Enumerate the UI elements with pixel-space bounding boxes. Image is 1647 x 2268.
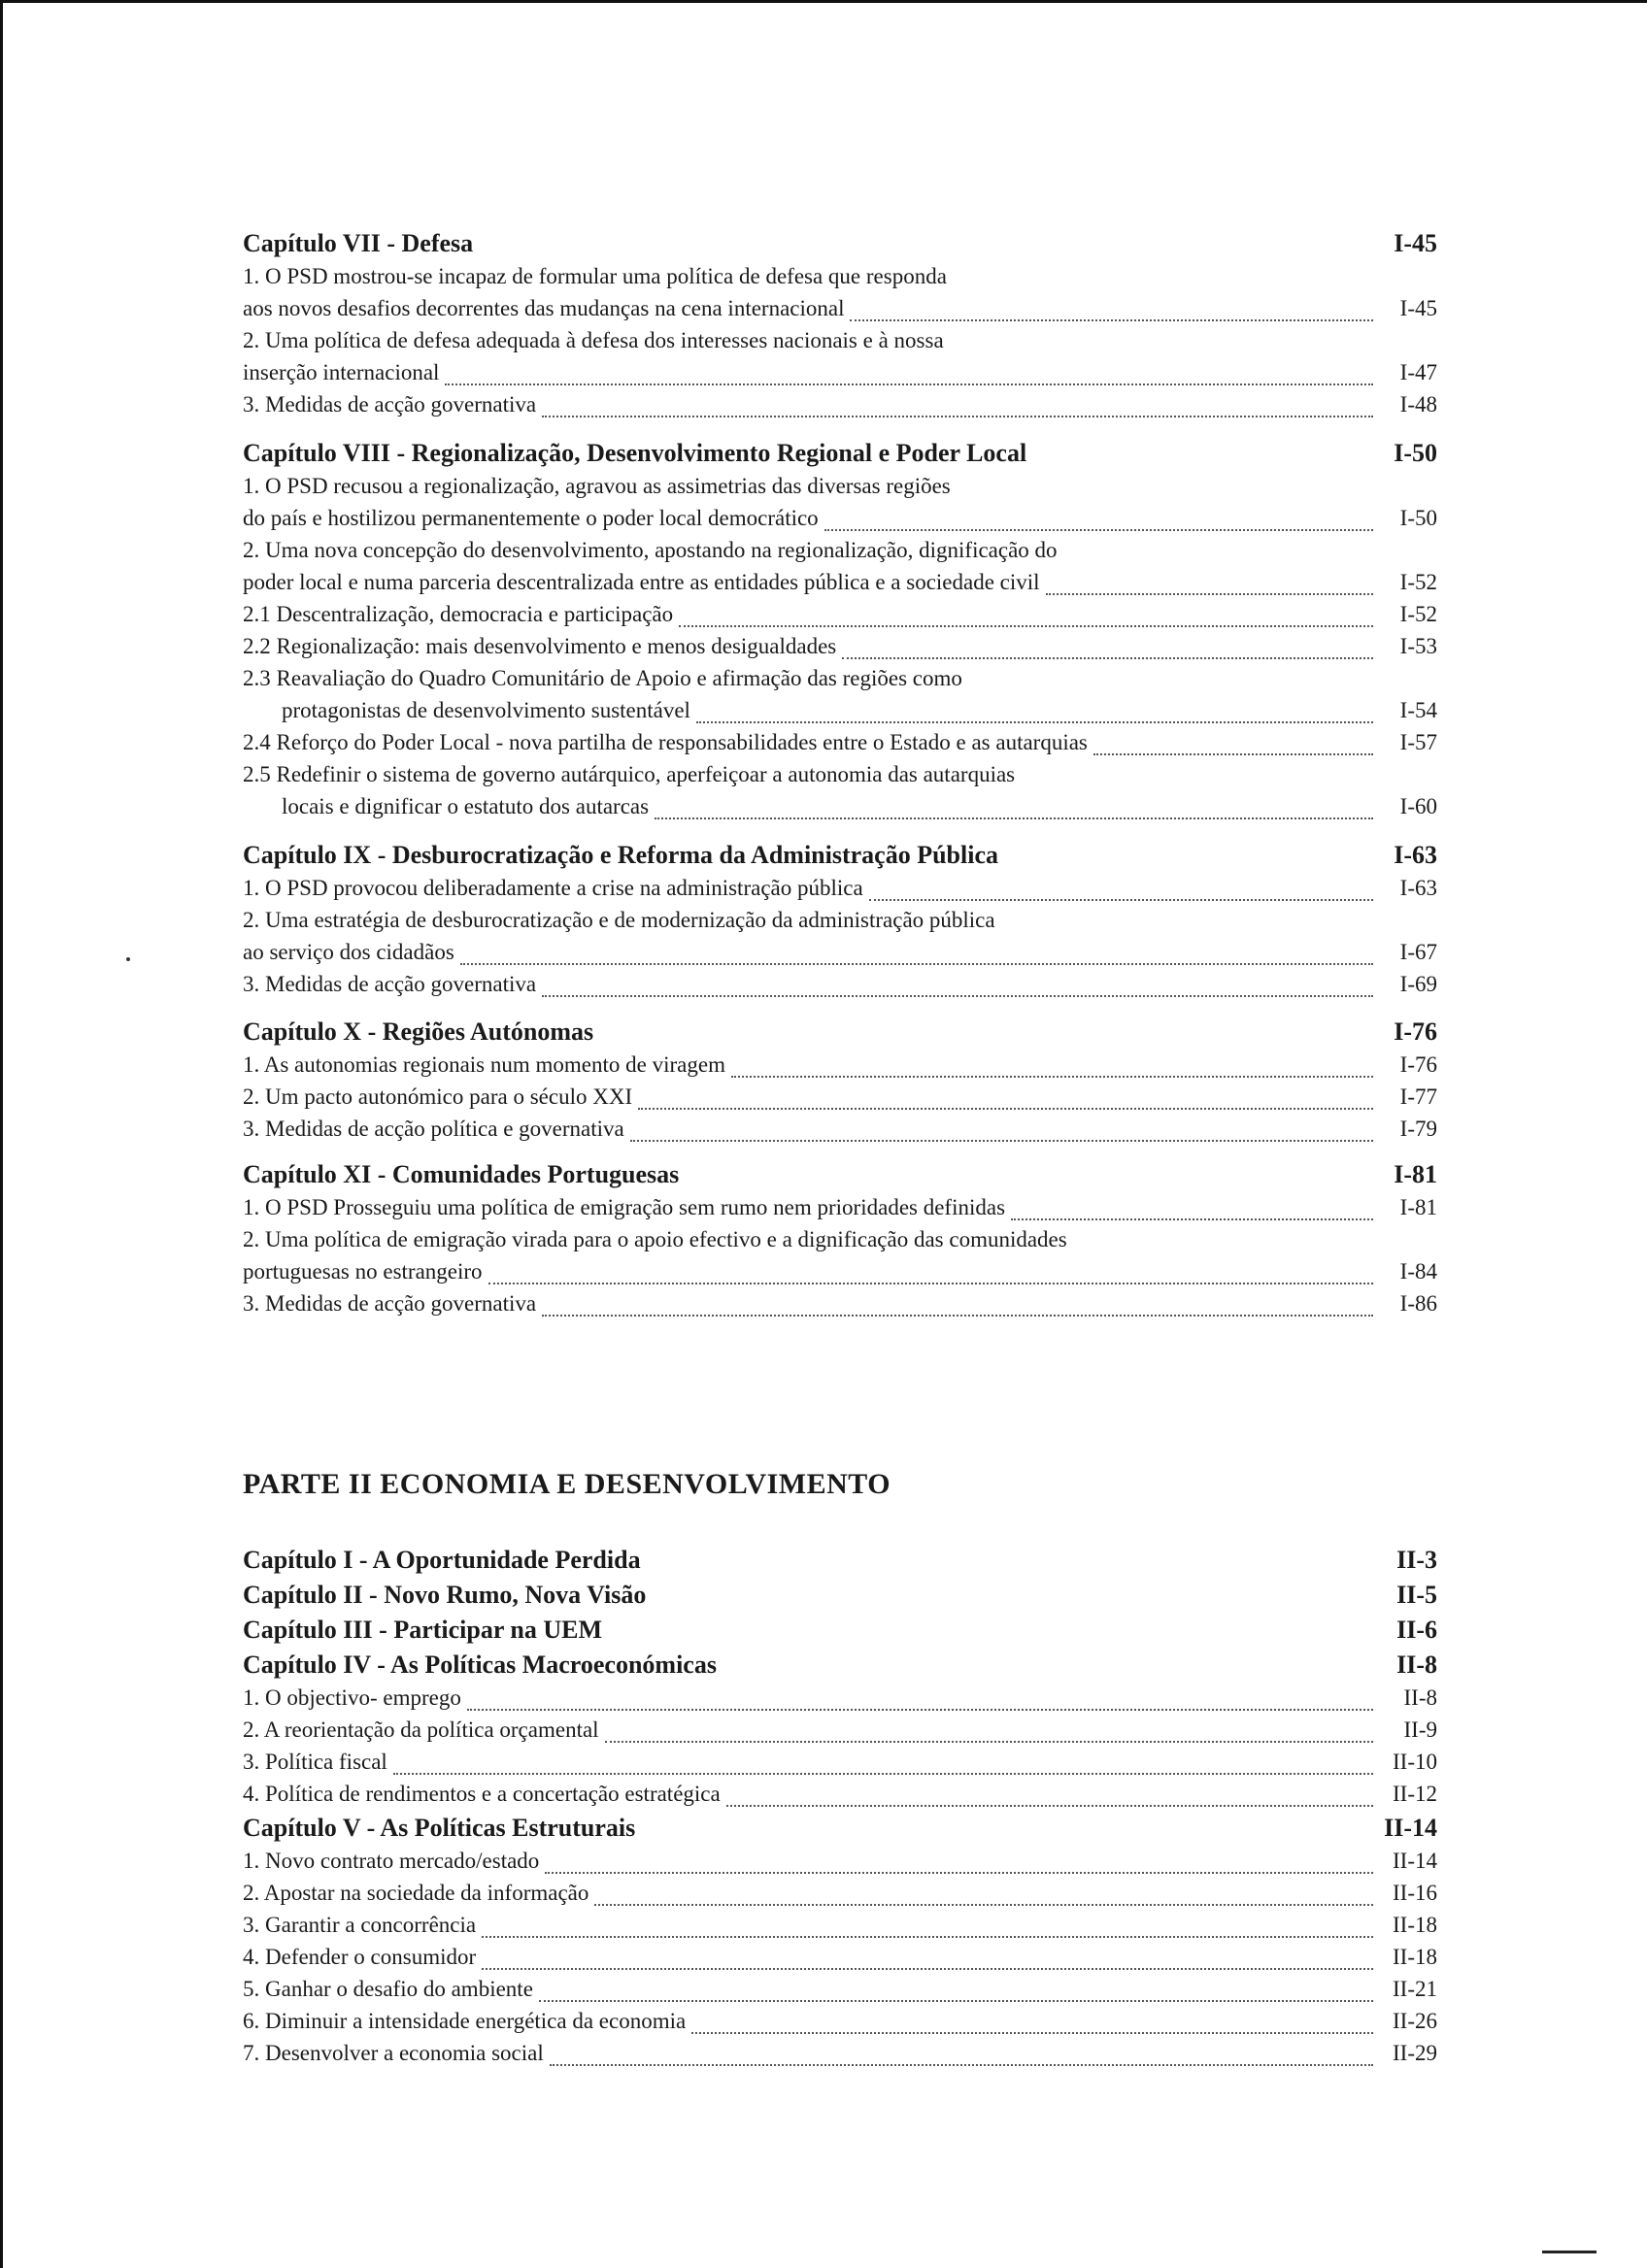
dot-leader xyxy=(691,2031,1373,2034)
toc-entry xyxy=(243,1881,1437,1913)
dot-leader xyxy=(1093,752,1373,755)
toc-entry xyxy=(243,1195,1437,1227)
dot-leader xyxy=(542,415,1373,417)
toc-entry-line xyxy=(243,538,1437,570)
chapter-page: II-3 xyxy=(1396,1546,1437,1574)
scan-edge-mark xyxy=(1542,2251,1597,2253)
entry-text: 3. Medidas de acção governativa xyxy=(243,392,537,417)
entry-text: 1. O PSD recusou a regionalização, agravou as assimetrias das diversas regiões xyxy=(243,474,951,498)
chapter-title: Capítulo I - A Oportunidade Perdida xyxy=(243,1546,641,1574)
chapter-10-section xyxy=(243,1017,1437,1149)
dot-leader xyxy=(842,656,1373,659)
chapter-heading xyxy=(243,229,1437,264)
chapter-title: Capítulo X - Regiões Autónomas xyxy=(243,1017,594,1046)
toc-entry xyxy=(243,1977,1437,2009)
dot-leader xyxy=(542,994,1373,997)
toc-entry xyxy=(243,1718,1437,1750)
chapter-title: Capítulo XI - Comunidades Portuguesas xyxy=(243,1160,680,1188)
entry-text: 2.2 Regionalização: mais desenvolvimento e menos desigualdades xyxy=(243,634,837,658)
entry-page: I-86 xyxy=(1399,1291,1437,1316)
chapter-8-section xyxy=(243,439,1437,826)
dot-leader xyxy=(482,1935,1373,1938)
toc-entry-line xyxy=(243,1227,1437,1259)
entry-page: II-14 xyxy=(1393,1849,1437,1873)
dot-leader xyxy=(731,1075,1373,1078)
dot-leader xyxy=(638,1107,1373,1110)
toc-entry xyxy=(243,506,1437,538)
toc-entry-line xyxy=(243,762,1437,794)
entry-text: 1. Novo contrato mercado/estado xyxy=(243,1849,540,1873)
chapter-11-section xyxy=(243,1160,1437,1323)
entry-page: I-76 xyxy=(1399,1052,1437,1077)
dot-leader xyxy=(393,1772,1373,1775)
chapter-heading xyxy=(243,1581,1437,1616)
dot-leader xyxy=(1011,1217,1373,1220)
entry-text: 2. Uma política de emigração virada para o apoio efectivo e a dignificação das comunidades xyxy=(243,1227,1067,1251)
dot-leader xyxy=(542,1314,1373,1317)
chapter-page: I-50 xyxy=(1394,439,1437,467)
entry-page: I-48 xyxy=(1399,392,1437,417)
entry-text: 3. Política fiscal xyxy=(243,1750,387,1774)
entry-text: ao serviço dos cidadãos xyxy=(243,940,454,964)
toc-entry-line xyxy=(243,474,1437,506)
toc-entry xyxy=(243,2041,1437,2073)
chapter-title: Capítulo IV - As Políticas Macroeconómicas xyxy=(243,1651,717,1679)
chapter-heading xyxy=(243,1814,1437,1849)
chapter-page: I-76 xyxy=(1394,1017,1437,1046)
entry-text: 4. Defender o consumidor xyxy=(243,1945,477,1969)
toc-entry xyxy=(243,296,1437,328)
entry-page: II-21 xyxy=(1393,1977,1437,2001)
chapter-heading xyxy=(243,1546,1437,1581)
entry-page: I-53 xyxy=(1399,634,1437,658)
entry-page: I-47 xyxy=(1399,360,1437,384)
dot-leader xyxy=(869,898,1373,901)
toc-entry xyxy=(243,2009,1437,2041)
toc-entry xyxy=(243,730,1437,762)
entry-text: 2.4 Reforço do Poder Local - nova partilha de responsabilidades entre o Estado e as autarquias xyxy=(243,730,1088,754)
entry-text: 2.5 Redefinir o sistema de governo autárquico, aperfeiçoar a autonomia das autarquias xyxy=(243,762,1016,786)
entry-text: 2. A reorientação da política orçamental xyxy=(243,1718,599,1742)
entry-text: inserção internacional xyxy=(243,360,440,384)
chapter-page: II-14 xyxy=(1384,1814,1437,1842)
chapter-page: I-81 xyxy=(1394,1160,1437,1188)
dot-leader xyxy=(655,817,1373,819)
scan-speck xyxy=(126,957,130,961)
entry-page: I-52 xyxy=(1399,570,1437,594)
toc-entry xyxy=(243,794,1437,826)
chapter-page: II-8 xyxy=(1396,1651,1437,1679)
entry-text: 1. O PSD provocou deliberadamente a crise na administração pública xyxy=(243,876,863,900)
toc-entry xyxy=(243,1849,1437,1881)
chapter-heading xyxy=(243,439,1437,474)
entry-page: I-50 xyxy=(1399,506,1437,530)
entry-text: 3. Medidas de acção governativa xyxy=(243,972,537,996)
dot-leader xyxy=(726,1804,1373,1807)
toc-entry xyxy=(243,1291,1437,1323)
entry-text: 3. Medidas de acção política e governativa xyxy=(243,1117,624,1141)
chapter-heading xyxy=(243,1017,1437,1052)
entry-text: do país e hostilizou permanentemente o poder local democrático xyxy=(243,506,819,530)
entry-text: 2.3 Reavaliação do Quadro Comunitário de Apoio e afirmação das regiões como xyxy=(243,666,962,690)
entry-page: I-63 xyxy=(1399,876,1437,900)
toc-entry xyxy=(243,1259,1437,1291)
chapter-page: I-63 xyxy=(1394,841,1437,869)
entry-page: II-10 xyxy=(1393,1750,1437,1774)
chapter-page: I-45 xyxy=(1394,229,1437,257)
toc-entry-line xyxy=(243,666,1437,698)
toc-entry xyxy=(243,1052,1437,1084)
toc-entry xyxy=(243,360,1437,392)
entry-page: I-52 xyxy=(1399,602,1437,626)
toc-entry xyxy=(243,1084,1437,1117)
entry-page: II-16 xyxy=(1393,1881,1437,1905)
dot-leader xyxy=(824,528,1373,531)
dot-leader xyxy=(460,962,1373,965)
entry-text: 4. Política de rendimentos e a concertação estratégica xyxy=(243,1782,721,1806)
entry-page: I-77 xyxy=(1399,1084,1437,1109)
chapter-title: Capítulo VIII - Regionalização, Desenvolvimento Regional e Poder Local xyxy=(243,439,1027,467)
entry-page: II-9 xyxy=(1403,1718,1437,1742)
dot-leader xyxy=(679,624,1373,627)
entry-text: poder local e numa parceria descentralizada entre as entidades pública e a sociedade civil xyxy=(243,570,1040,594)
dot-leader xyxy=(850,318,1373,321)
entry-text: 1. O PSD Prosseguiu uma política de emigração sem rumo nem prioridades definidas xyxy=(243,1195,1006,1219)
entry-page: II-18 xyxy=(1393,1913,1437,1937)
chapter-9-section xyxy=(243,841,1437,1004)
toc-entry xyxy=(243,1685,1437,1718)
entry-text: 3. Garantir a concorrência xyxy=(243,1913,477,1937)
toc-entry-line xyxy=(243,908,1437,940)
chapter-title: Capítulo VII - Defesa xyxy=(243,229,474,257)
entry-page: I-69 xyxy=(1399,972,1437,996)
toc-entry xyxy=(243,876,1437,908)
entry-text: locais e dignificar o estatuto dos autarcas xyxy=(282,794,650,818)
entry-text: 2.1 Descentralização, democracia e participação xyxy=(243,602,674,626)
entry-text: 2. Apostar na sociedade da informação xyxy=(243,1881,589,1905)
entry-text: 1. O PSD mostrou-se incapaz de formular uma política de defesa que responda xyxy=(243,264,947,288)
toc-entry xyxy=(243,698,1437,730)
chapter-7-section xyxy=(243,229,1437,424)
entry-page: I-79 xyxy=(1399,1117,1437,1141)
dot-leader xyxy=(594,1903,1373,1906)
dot-leader xyxy=(467,1708,1373,1711)
dot-leader xyxy=(488,1282,1373,1284)
chapter-title: Capítulo II - Novo Rumo, Nova Visão xyxy=(243,1581,647,1609)
dot-leader xyxy=(630,1139,1373,1142)
entry-page: I-57 xyxy=(1399,730,1437,754)
toc-entry xyxy=(243,570,1437,602)
entry-text: protagonistas de desenvolvimento sustentável xyxy=(282,698,690,722)
part-2-chapters xyxy=(243,1546,1437,2073)
entry-page: I-60 xyxy=(1399,794,1437,818)
scan-left-border xyxy=(0,0,3,2268)
chapter-heading xyxy=(243,1160,1437,1195)
entry-text: 2. Um pacto autonómico para o século XXI xyxy=(243,1084,633,1109)
entry-text: 6. Diminuir a intensidade energética da economia xyxy=(243,2009,687,2033)
toc-entry xyxy=(243,940,1437,972)
toc-entry xyxy=(243,1117,1437,1149)
toc-entry xyxy=(243,392,1437,424)
entry-page: I-54 xyxy=(1399,698,1437,722)
toc-entry xyxy=(243,972,1437,1004)
entry-page: I-81 xyxy=(1399,1195,1437,1219)
toc-entry xyxy=(243,634,1437,666)
toc-entry-line xyxy=(243,328,1437,360)
chapter-title: Capítulo V - As Políticas Estruturais xyxy=(243,1814,636,1842)
toc-entry xyxy=(243,1750,1437,1782)
dot-leader xyxy=(445,383,1373,385)
dot-leader xyxy=(482,1967,1373,1970)
entry-text: 2. Uma estratégia de desburocratização e de modernização da administração pública xyxy=(243,908,995,932)
dot-leader xyxy=(539,1999,1373,2002)
part-title: PARTE II ECONOMIA E DESENVOLVIMENTO xyxy=(243,1468,891,1500)
chapter-title: Capítulo IX - Desburocratização e Reforma da Administração Pública xyxy=(243,841,999,869)
entry-page: II-8 xyxy=(1403,1685,1437,1710)
entry-text: 1. O objectivo- emprego xyxy=(243,1685,461,1710)
dot-leader xyxy=(696,720,1373,723)
toc-entry xyxy=(243,1913,1437,1945)
entry-page: I-84 xyxy=(1399,1259,1437,1284)
toc-entry xyxy=(243,1782,1437,1814)
entry-text: 3. Medidas de acção governativa xyxy=(243,1291,537,1316)
entry-text: 5. Ganhar o desafio do ambiente xyxy=(243,1977,533,2001)
chapter-title: Capítulo III - Participar na UEM xyxy=(243,1616,603,1644)
entry-text: 2. Uma política de defesa adequada à defesa dos interesses nacionais e à nossa xyxy=(243,328,944,352)
toc-entry xyxy=(243,1945,1437,1977)
toc-entry-line xyxy=(243,264,1437,296)
entry-text: 7. Desenvolver a economia social xyxy=(243,2041,544,2065)
dot-leader xyxy=(545,1871,1373,1874)
dot-leader xyxy=(605,1740,1373,1743)
entry-text: portuguesas no estrangeiro xyxy=(243,1259,483,1284)
dot-leader xyxy=(550,2063,1373,2066)
entry-text: 1. As autonomias regionais num momento de viragem xyxy=(243,1052,725,1077)
chapter-page: II-6 xyxy=(1396,1616,1437,1644)
entry-page: I-67 xyxy=(1399,940,1437,964)
chapter-heading xyxy=(243,1616,1437,1651)
entry-page: II-29 xyxy=(1393,2041,1437,2065)
entry-text: 2. Uma nova concepção do desenvolvimento, apostando na regionalização, dignificação do xyxy=(243,538,1058,562)
scan-top-border xyxy=(0,0,1647,3)
entry-page: II-26 xyxy=(1393,2009,1437,2033)
chapter-heading xyxy=(243,1651,1437,1685)
chapter-page: II-5 xyxy=(1396,1581,1437,1609)
entry-page: I-45 xyxy=(1399,296,1437,320)
entry-page: II-12 xyxy=(1393,1782,1437,1806)
chapter-heading xyxy=(243,841,1437,876)
entry-text: aos novos desafios decorrentes das mudanças na cena internacional xyxy=(243,296,845,320)
entry-page: II-18 xyxy=(1393,1945,1437,1969)
toc-entry xyxy=(243,602,1437,634)
dot-leader xyxy=(1046,592,1373,595)
